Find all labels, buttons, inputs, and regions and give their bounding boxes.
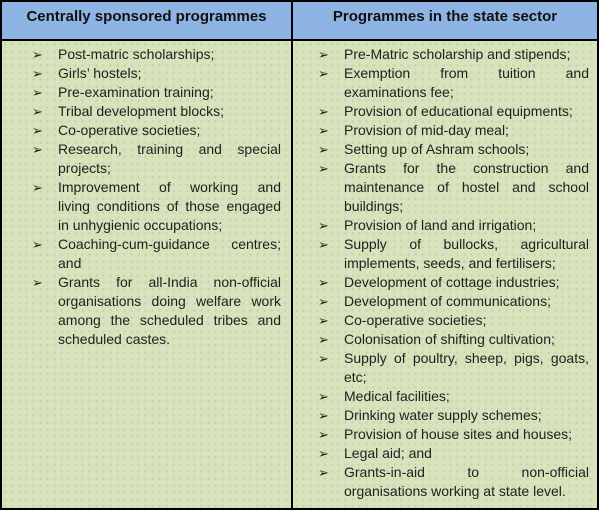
- list-item-line: Provision of mid-day meal;: [344, 122, 509, 138]
- list-item-line: Provision of educational equipments;: [344, 103, 573, 119]
- list-item: [318, 273, 589, 292]
- list-item: [32, 235, 281, 273]
- list-item: [318, 463, 589, 501]
- state-sector-list: [293, 41, 597, 508]
- list-item: [318, 387, 589, 406]
- arrow-bullet-icon: ➢: [318, 389, 329, 404]
- list-item: [318, 140, 589, 159]
- list-item: [318, 235, 589, 273]
- list-item-line: Pre-examination training;: [58, 84, 214, 100]
- list-item-text: [344, 45, 589, 64]
- list-item-text: [344, 425, 589, 444]
- list-item-text: [344, 406, 589, 425]
- list-item-text: [344, 235, 589, 273]
- arrow-bullet-icon: ➢: [318, 332, 329, 347]
- list-item-line: Exemption from tuition and: [344, 65, 589, 81]
- list-item-text: [58, 83, 281, 102]
- list-item-text: [344, 349, 589, 387]
- list-item-text: [58, 102, 281, 121]
- list-item-line: Post-matric scholarships;: [58, 46, 215, 62]
- arrow-bullet-icon: ➢: [32, 47, 43, 62]
- list-item: [318, 121, 589, 140]
- arrow-bullet-icon: ➢: [32, 66, 43, 81]
- list-item-line: Supply of poultry, sheep, pigs, goats,: [344, 350, 589, 366]
- arrow-bullet-icon: ➢: [318, 161, 329, 176]
- list-item-line: Co-operative societies;: [58, 122, 201, 138]
- list-item-line: buildings;: [344, 198, 404, 214]
- arrow-bullet-icon: ➢: [318, 123, 329, 138]
- list-item-line: Development of communications;: [344, 293, 551, 309]
- list-item-line: Provision of land and irrigation;: [344, 217, 537, 233]
- arrow-bullet-icon: ➢: [318, 275, 329, 290]
- list-item: [318, 102, 589, 121]
- list-item-text: [344, 444, 589, 463]
- list-item: [32, 178, 281, 235]
- list-item-text: [58, 64, 281, 83]
- list-item: [32, 121, 281, 140]
- arrow-bullet-icon: ➢: [32, 104, 43, 119]
- list-item-line: living conditions of those engaged: [58, 198, 281, 214]
- list-item: [32, 273, 281, 349]
- list-item: [318, 216, 589, 235]
- list-item-line: Setting up of Ashram schools;: [344, 141, 530, 157]
- list-item-line: Grants for the construction and: [344, 160, 589, 176]
- arrow-bullet-icon: ➢: [318, 294, 329, 309]
- list-item-text: [344, 159, 589, 216]
- list-item-line: Provision of house sites and houses;: [344, 426, 573, 442]
- list-item-line: Grants for all-India non-official: [58, 274, 281, 290]
- arrow-bullet-icon: ➢: [318, 465, 329, 480]
- arrow-bullet-icon: ➢: [318, 142, 329, 157]
- arrow-bullet-icon: ➢: [318, 47, 329, 62]
- list-item-text: [344, 292, 589, 311]
- list-item-line: Development of cottage industries;: [344, 274, 560, 290]
- list-item-line: projects;: [58, 160, 111, 176]
- list-item-line: in unhygienic occupations;: [58, 217, 223, 233]
- list-item: [318, 311, 589, 330]
- list-item: [318, 45, 589, 64]
- list-item: [318, 64, 589, 102]
- list-item-text: [58, 178, 281, 235]
- list-item: [318, 159, 589, 216]
- list-item: [32, 64, 281, 83]
- column-header-state-sector: Programmes in the state sector: [293, 2, 597, 41]
- list-item: [318, 406, 589, 425]
- column-header-centrally-sponsored: Centrally sponsored programmes: [2, 2, 293, 41]
- centrally-sponsored-list: [2, 41, 293, 508]
- arrow-bullet-icon: ➢: [318, 351, 329, 366]
- arrow-bullet-icon: ➢: [318, 313, 329, 328]
- arrow-bullet-icon: ➢: [318, 446, 329, 461]
- list-item-line: Legal aid; and: [344, 445, 432, 461]
- list-item-line: maintenance of hostel and school: [344, 179, 589, 195]
- list-item-line: Improvement of working and: [58, 179, 281, 195]
- list-item-line: organisations doing welfare work: [58, 293, 281, 309]
- list-item: [318, 349, 589, 387]
- list-item-text: [344, 311, 589, 330]
- list-item: [318, 425, 589, 444]
- list-item-line: Girls’ hostels;: [58, 65, 142, 81]
- list-item-line: Grants-in-aid to non-official: [344, 464, 589, 480]
- list-item-text: [344, 387, 589, 406]
- list-item: [32, 83, 281, 102]
- list-item-line: Colonisation of shifting cultivation;: [344, 331, 555, 347]
- arrow-bullet-icon: ➢: [32, 180, 43, 195]
- arrow-bullet-icon: ➢: [32, 142, 43, 157]
- list-item-line: Medical facilities;: [344, 388, 450, 404]
- list-item-line: Coaching-cum-guidance centres;: [58, 236, 281, 252]
- list-item-text: [58, 121, 281, 140]
- arrow-bullet-icon: ➢: [32, 85, 43, 100]
- list-item-line: examinations fee;: [344, 84, 454, 100]
- list-item: [32, 140, 281, 178]
- list-item-line: Drinking water supply schemes;: [344, 407, 542, 423]
- list-item-line: among the scheduled tribes and: [58, 312, 281, 328]
- list-item-text: [344, 216, 589, 235]
- list-item-line: Research, training and special: [58, 141, 281, 157]
- list-item-text: [344, 330, 589, 349]
- list-item-text: [344, 102, 589, 121]
- list-item-text: [58, 45, 281, 64]
- list-item-line: Tribal development blocks;: [58, 103, 225, 119]
- list-item-text: [344, 64, 589, 102]
- list-item-text: [344, 121, 589, 140]
- list-item: [318, 292, 589, 311]
- list-item-text: [58, 235, 281, 273]
- list-item-line: scheduled castes.: [58, 331, 171, 347]
- list-item-line: etc;: [344, 369, 367, 385]
- arrow-bullet-icon: ➢: [318, 104, 329, 119]
- list-item: [318, 330, 589, 349]
- list-item: [32, 102, 281, 121]
- list-item-text: [344, 273, 589, 292]
- arrow-bullet-icon: ➢: [318, 218, 329, 233]
- arrow-bullet-icon: ➢: [32, 237, 43, 252]
- arrow-bullet-icon: ➢: [318, 237, 329, 252]
- arrow-bullet-icon: ➢: [32, 123, 43, 138]
- list-item-line: and: [58, 255, 82, 271]
- arrow-bullet-icon: ➢: [318, 66, 329, 81]
- arrow-bullet-icon: ➢: [318, 427, 329, 442]
- list-item-text: [344, 463, 589, 501]
- list-item-text: [58, 140, 281, 178]
- list-item-text: [344, 140, 589, 159]
- list-item: [318, 444, 589, 463]
- list-item-line: implements, seeds, and fertilisers;: [344, 255, 556, 271]
- list-item-line: Pre-Matric scholarship and stipends;: [344, 46, 571, 62]
- arrow-bullet-icon: ➢: [32, 275, 43, 290]
- list-item-line: Co-operative societies;: [344, 312, 487, 328]
- arrow-bullet-icon: ➢: [318, 408, 329, 423]
- list-item-text: [58, 273, 281, 349]
- list-item-line: Supply of bullocks, agricultural: [344, 236, 589, 252]
- list-item: [32, 45, 281, 64]
- list-item-line: organisations working at state level.: [344, 483, 566, 499]
